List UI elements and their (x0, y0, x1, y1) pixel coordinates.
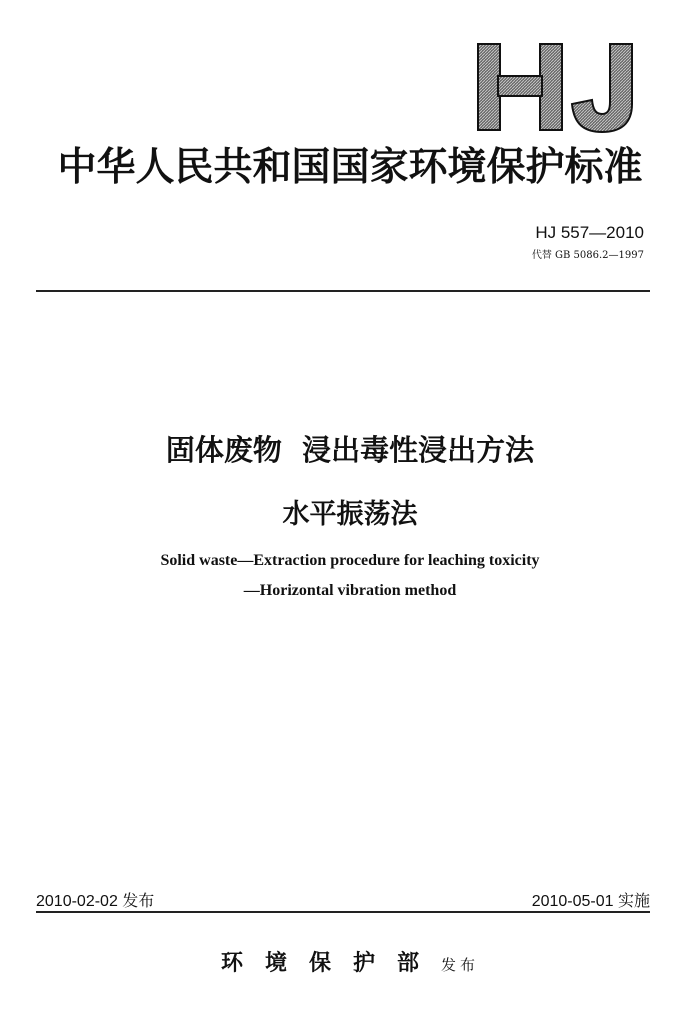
document-title-en-line2: —Horizontal vibration method (243, 582, 457, 599)
publisher-suffix: 发布 (441, 956, 480, 974)
standard-category-title: 中华人民共和国国家环境保护标准 (57, 144, 643, 190)
document-title-cn-line1: 固体废物 浸出毒性浸出方法 (165, 433, 535, 467)
top-divider (36, 290, 650, 292)
document-title-cn-line2: 水平振荡法 (282, 499, 418, 530)
standard-number: HJ 557—2010 (535, 223, 644, 242)
replaces-standard: 代替 GB 5086.2—1997 (531, 250, 644, 261)
publisher-name: 环境保护部 (220, 950, 441, 976)
implementation-date: 2010-05-01 实施 (531, 893, 650, 910)
bottom-divider (36, 911, 650, 913)
document-title-en-line1: Solid waste—Extraction procedure for leaching toxicity (160, 552, 540, 569)
issue-date: 2010-02-02 发布 (36, 893, 155, 910)
hj-standard-logo (470, 38, 670, 138)
publisher (0, 946, 700, 977)
